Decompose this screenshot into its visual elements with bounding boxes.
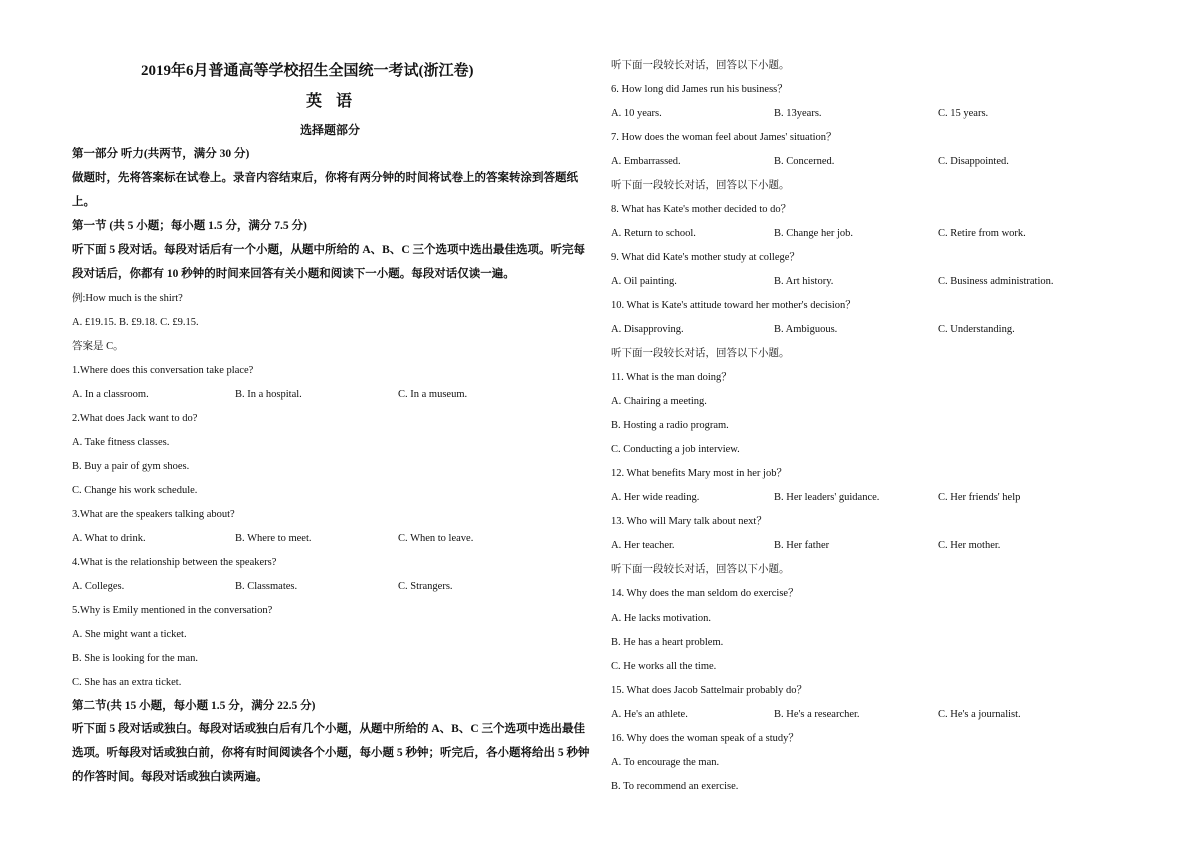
listen-instruction: 听下面一段较长对话，回答以下小题。 (611, 564, 790, 575)
question-2-option-b: B. Buy a pair of gym shoes. (72, 461, 190, 472)
question-8-option-b: B. Change her job. (774, 228, 854, 239)
question-9-option-c: C. Business administration. (938, 276, 1054, 287)
question-15: 15. What does Jacob Sattelmair probably do？ (611, 685, 808, 696)
question-10: 10. What is Kate's attitude toward her mother's decision？ (611, 300, 856, 311)
question-16-option-b: B. To recommend an exercise. (611, 781, 739, 792)
question-5-option-b: B. She is looking for the man. (72, 653, 198, 664)
question-11-option-b: B. Hosting a radio program. (611, 420, 729, 431)
question-6: 6. How long did James run his business？ (611, 84, 788, 95)
question-7: 7. How does the woman feel about James' situation？ (611, 132, 837, 143)
example-answer: 答案是 C。 (72, 341, 124, 352)
question-4-option-c: C. Strangers. (398, 581, 453, 592)
question-10-option-b: B. Ambiguous. (774, 324, 838, 335)
question-9-option-a: A. Oil painting. (611, 276, 677, 287)
question-14-option-a: A. He lacks motivation. (611, 613, 712, 624)
question-5: 5.Why is Emily mentioned in the conversation? (72, 605, 273, 616)
section-heading: 选择题部分 (300, 123, 361, 137)
part1-instructions: 做题时，先将答案标在试卷上。录音内容结束后，你将有两分钟的时间将试卷上的答案转涂到答题纸上。 (72, 172, 578, 208)
question-12-option-b: B. Her leaders' guidance. (774, 492, 880, 503)
question-14-option-b: B. He has a heart problem. (611, 637, 724, 648)
section2-title: 第二节(共 15 小题，每小题 1.5 分，满分 22.5 分) (72, 700, 316, 712)
question-7-option-c: C. Disappointed. (938, 156, 1009, 167)
example-question: 例:How much is the shirt? (72, 293, 183, 304)
question-13: 13. Who will Mary talk about next？ (611, 516, 767, 527)
question-14-option-c: C. He works all the time. (611, 661, 717, 672)
question-9: 9. What did Kate's mother study at college？ (611, 252, 800, 263)
question-12: 12. What benefits Mary most in her job？ (611, 468, 787, 479)
question-6-option-a: A. 10 years. (611, 108, 662, 119)
question-4-option-b: B. Classmates. (235, 581, 298, 592)
question-14: 14. Why does the man seldom do exercise？ (611, 588, 799, 599)
question-11-option-c: C. Conducting a job interview. (611, 444, 740, 455)
question-12-option-a: A. Her wide reading. (611, 492, 700, 503)
question-11-option-a: A. Chairing a meeting. (611, 396, 707, 407)
question-5-option-c: C. She has an extra ticket. (72, 677, 182, 688)
question-3: 3.What are the speakers talking about? (72, 509, 235, 520)
question-16-option-a: A. To encourage the man. (611, 757, 720, 768)
question-15-option-b: B. He's a researcher. (774, 709, 860, 720)
question-10-option-c: C. Understanding. (938, 324, 1015, 335)
example-options: A. £19.15. B. £9.18. C. £9.15. (72, 317, 199, 328)
question-15-option-c: C. He's a journalist. (938, 709, 1021, 720)
question-13-option-c: C. Her mother. (938, 540, 1001, 551)
listen-instruction: 听下面一段较长对话，回答以下小题。 (611, 348, 790, 359)
listen-instruction: 听下面一段较长对话，回答以下小题。 (611, 60, 790, 71)
question-5-option-a: A. She might want a ticket. (72, 629, 187, 640)
section1-title: 第一节 (共 5 小题；每小题 1.5 分，满分 7.5 分) (72, 220, 307, 232)
question-2: 2.What does Jack want to do? (72, 413, 198, 424)
question-3-option-b: B. Where to meet. (235, 533, 312, 544)
question-2-option-a: A. Take fitness classes. (72, 437, 170, 448)
question-8-option-c: C. Retire from work. (938, 228, 1026, 239)
question-13-option-a: A. Her teacher. (611, 540, 675, 551)
question-1-option-c: C. In a museum. (398, 389, 468, 400)
question-4: 4.What is the relationship between the speakers? (72, 557, 277, 568)
listen-instruction: 听下面一段较长对话，回答以下小题。 (611, 180, 790, 191)
part1-title: 第一部分 听力(共两节，满分 30 分) (72, 148, 250, 160)
question-12-option-c: C. Her friends' help (938, 492, 1021, 503)
question-1-option-a: A. In a classroom. (72, 389, 149, 400)
question-9-option-b: B. Art history. (774, 276, 834, 287)
exam-title: 2019年6月普通高等学校招生全国统一考试(浙江卷) (141, 63, 474, 79)
question-2-option-c: C. Change his work schedule. (72, 485, 198, 496)
section1-instructions: 听下面 5 段对话。每段对话后有一个小题，从题中所给的 A、B、C 三个选项中选出最佳选项。听完每段对话后，你都有 10 秒钟的时间来回答有关小题和阅读下一小题。每段对话仅读一遍。 (72, 244, 586, 280)
question-6-option-c: C. 15 years. (938, 108, 989, 119)
question-1-option-b: B. In a hospital. (235, 389, 302, 400)
question-7-option-a: A. Embarrassed. (611, 156, 681, 167)
question-11: 11. What is the man doing？ (611, 372, 732, 383)
question-7-option-b: B. Concerned. (774, 156, 835, 167)
question-8: 8. What has Kate's mother decided to do？ (611, 204, 792, 215)
question-13-option-b: B. Her father (774, 540, 830, 551)
question-8-option-a: A. Return to school. (611, 228, 696, 239)
question-4-option-a: A. Colleges. (72, 581, 125, 592)
question-3-option-a: A. What to drink. (72, 533, 146, 544)
question-6-option-b: B. 13years. (774, 108, 822, 119)
question-1: 1.Where does this conversation take place? (72, 365, 254, 376)
section2-instructions: 听下面 5 段对话或独白。每段对话或独白后有几个小题，从题中所给的 A、B、C 三个选项中选出最佳选项。听每段对话或独白前，你将有时间阅读各个小题，每小题 5 秒钟；听完后，各小题将给出 5 秒钟的作答时间。每段对话或独白读两遍。 (72, 723, 590, 783)
question-3-option-c: C. When to leave. (398, 533, 474, 544)
question-16: 16. Why does the woman speak of a study？ (611, 733, 799, 744)
question-10-option-a: A. Disapproving. (611, 324, 684, 335)
question-15-option-a: A. He's an athlete. (611, 709, 688, 720)
subject-title: 英语 (306, 93, 367, 110)
